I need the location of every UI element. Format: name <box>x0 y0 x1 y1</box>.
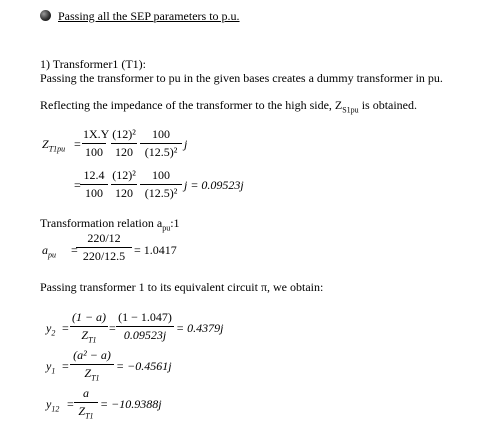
eq-y2-equals-2: = <box>109 321 116 335</box>
eq1-tail: j <box>184 137 188 151</box>
eq-a-frac: 220/12 220/12.5 <box>76 231 132 264</box>
eq-y12-frac: a $Z_{T1}$ <box>74 386 98 420</box>
eq-a-result: = 1.0417 <box>134 243 177 257</box>
reflect-text: Reflecting the impedance of the transformer to the high side, Z <box>40 98 343 112</box>
reflect-end: is obtained. <box>358 98 418 112</box>
eq-a-equals: = <box>71 243 78 257</box>
eq2-frac-3: 100 (12.5)² <box>140 168 182 201</box>
eq-y2-frac-1: (1 − a) $Z_{T1}$ <box>71 310 107 345</box>
eq1-frac-2: (12)² 120 <box>112 127 136 159</box>
eq-y1-frac: (a² − a) $Z_{T1}$ <box>70 348 114 382</box>
transformation-line: Transformation relation $a_{pu}:1$ <box>40 216 180 233</box>
eq-y2-equals: = <box>62 321 69 335</box>
eq-y1-lhs: $y_1$ <box>46 359 56 376</box>
eq-a-lhs: $a_{pu}$ <box>42 243 56 260</box>
reflect-sub: S1pu <box>342 105 359 115</box>
reflect-line <box>40 98 417 114</box>
eq-y1-result: = −0.4561j <box>116 359 172 373</box>
eq-y12-lhs: $y_{12}$ <box>46 397 60 414</box>
eq2-frac-1: 12.4 100 <box>80 168 108 201</box>
eq2-frac-2: (12)² 120 <box>112 168 136 200</box>
eq1-frac-1: 1X.Y 100 <box>83 127 110 159</box>
pi-line: Passing transformer 1 to its equivalent circuit π, we obtain: <box>40 280 324 294</box>
eq-y12-result: = −10.9388j <box>100 397 162 411</box>
intro-line: Passing the transformer to pu in the given bases creates a dummy transformer in pu. <box>40 71 443 85</box>
eq-y2-lhs: $y_2$ <box>46 321 56 338</box>
bullet-icon <box>40 10 51 21</box>
eq1-frac-3: 100 (12.5)² <box>140 127 182 160</box>
eq1-equals: = <box>74 137 81 151</box>
section-title: 1) Transformer1 (T1): <box>40 57 146 71</box>
eq-y12-equals: = <box>67 397 74 411</box>
eq2-equals: = <box>74 178 81 192</box>
eq-y2-frac-2: (1 − 1.047) 0.09523j <box>116 310 174 343</box>
eq2-tail: j = 0.09523j <box>184 178 244 192</box>
eq-y1-equals: = <box>62 359 69 373</box>
eq-y2-result: = 0.4379j <box>176 321 224 335</box>
eq1-lhs: $Z_{T1pu}$ <box>42 137 66 154</box>
section-heading: Passing all the SEP parameters to p.u. <box>58 9 240 23</box>
